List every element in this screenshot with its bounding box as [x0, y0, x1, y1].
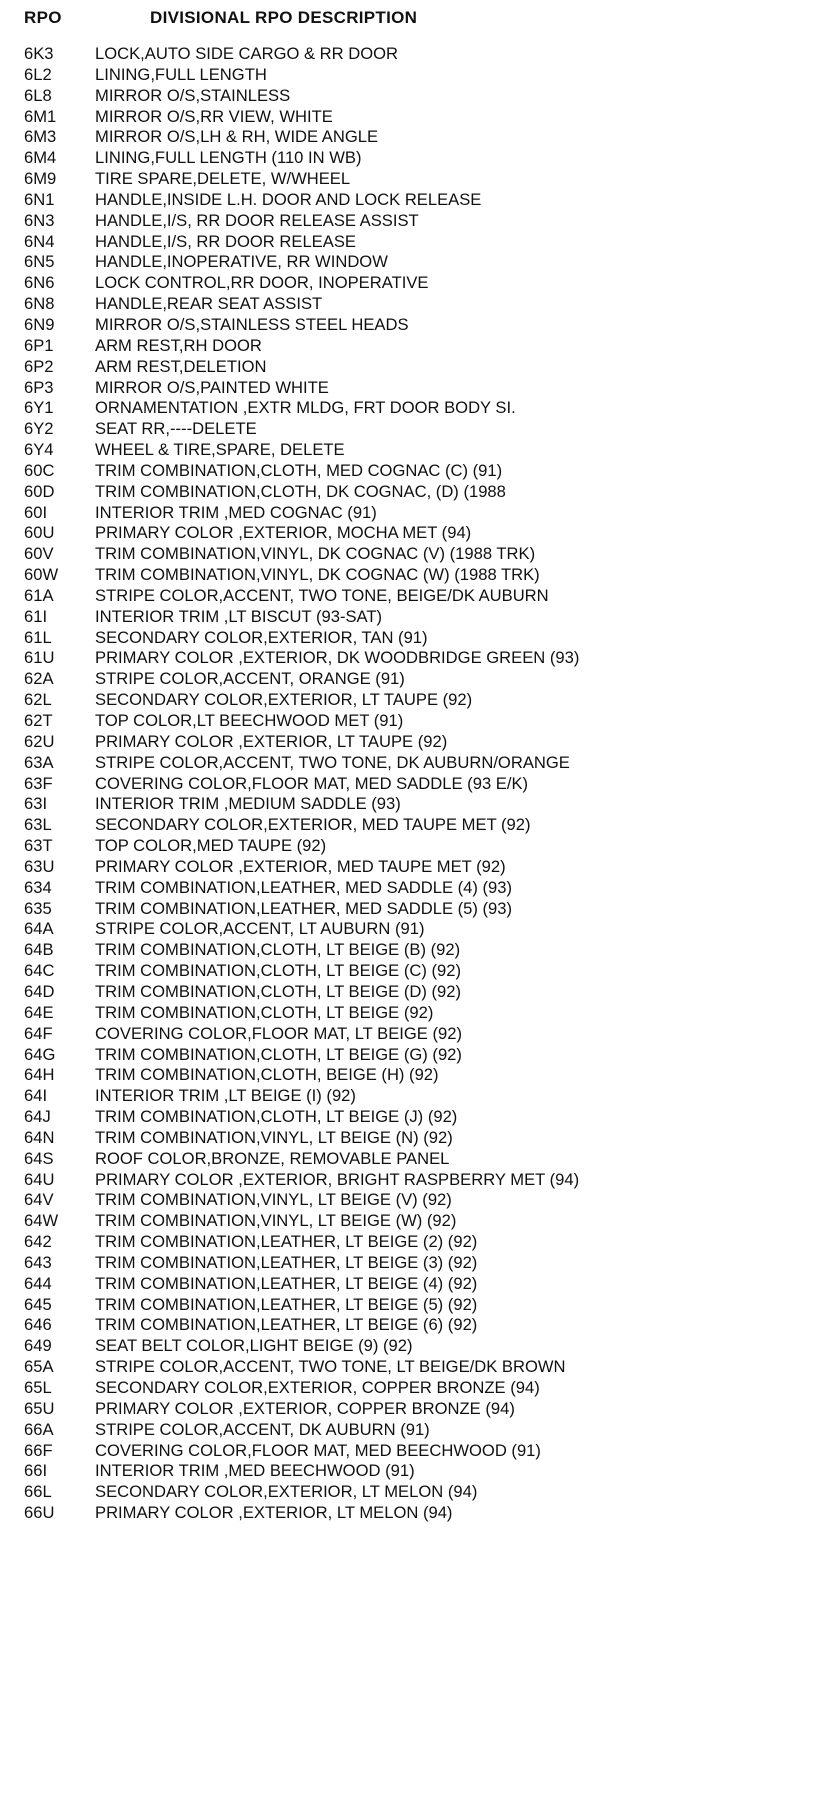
table-row [0, 690, 832, 711]
rpo-description: STRIPE COLOR,ACCENT, TWO TONE, BEIGE/DK AUBURN [95, 585, 549, 605]
rpo-description: TRIM COMBINATION,LEATHER, LT BEIGE (2) (92) [95, 1232, 478, 1252]
rpo-code: 645 [24, 1294, 52, 1314]
table-row [0, 252, 832, 273]
table-row [0, 919, 832, 940]
rpo-description: PRIMARY COLOR ,EXTERIOR, MOCHA MET (94) [95, 523, 472, 543]
rpo-code: 66I [24, 1461, 48, 1481]
table-row [0, 669, 832, 690]
table-row [0, 1378, 832, 1399]
rpo-description: HANDLE,INSIDE L.H. DOOR AND LOCK RELEASE [95, 189, 482, 209]
rpo-code: 63A [24, 752, 54, 772]
rpo-code: 65U [24, 1398, 55, 1418]
table-row [0, 878, 832, 899]
rpo-code: 61U [24, 648, 55, 668]
rpo-description: TRIM COMBINATION,CLOTH, LT BEIGE (C) (92) [95, 961, 462, 981]
rpo-description: TRIM COMBINATION,CLOTH, MED COGNAC (C) (91) [95, 460, 503, 480]
table-row [0, 503, 832, 524]
rpo-code: 65L [24, 1378, 52, 1397]
rpo-code: 64C [24, 961, 55, 981]
rpo-description: LOCK,AUTO SIDE CARGO & RR DOOR [95, 44, 399, 63]
rpo-description: PRIMARY COLOR ,EXTERIOR, MED TAUPE MET (92) [95, 856, 506, 876]
table-row [0, 211, 832, 232]
rpo-description: PRIMARY COLOR ,EXTERIOR, DK WOODBRIDGE GREEN (93) [95, 648, 580, 668]
rpo-code: 6N5 [24, 252, 55, 272]
rpo-description: INTERIOR TRIM ,MED BEECHWOOD (91) [95, 1461, 415, 1481]
table-row [0, 1190, 832, 1211]
rpo-description: TRIM COMBINATION,CLOTH, BEIGE (H) (92) [95, 1065, 439, 1085]
table-row [0, 273, 832, 294]
rpo-description: TRIM COMBINATION,VINYL, DK COGNAC (V) (1988 TRK) [95, 544, 536, 564]
rpo-description: SEAT BELT COLOR,LIGHT BEIGE (9) (92) [95, 1336, 413, 1356]
rpo-code: 62A [24, 669, 54, 689]
rpo-code: 6N8 [24, 294, 55, 314]
table-row [0, 1107, 832, 1128]
rpo-code: 64D [24, 981, 55, 1001]
rpo-description: LINING,FULL LENGTH [95, 64, 267, 84]
rpo-list [0, 44, 832, 1524]
rpo-code: 64E [24, 1002, 54, 1022]
rpo-code: 6K3 [24, 44, 54, 63]
rpo-description: INTERIOR TRIM ,MED COGNAC (91) [95, 502, 377, 522]
table-row [0, 65, 832, 86]
rpo-code: 6P2 [24, 356, 54, 376]
rpo-description: TRIM COMBINATION,LEATHER, MED SADDLE (4) (93) [95, 877, 513, 897]
rpo-code: 6M1 [24, 106, 57, 126]
rpo-code: 642 [24, 1232, 52, 1252]
rpo-code: 64J [24, 1107, 51, 1127]
table-row [0, 899, 832, 920]
rpo-code: 644 [24, 1273, 52, 1293]
rpo-column-header: RPO [24, 8, 62, 27]
rpo-description: TRIM COMBINATION,CLOTH, LT BEIGE (D) (92) [95, 981, 462, 1001]
rpo-description: TRIM COMBINATION,VINYL, DK COGNAC (W) (1988 TRK) [95, 565, 540, 585]
rpo-code: 64W [24, 1211, 59, 1231]
table-row [0, 1295, 832, 1316]
rpo-code: 64N [24, 1127, 55, 1147]
rpo-description: PRIMARY COLOR ,EXTERIOR, BRIGHT RASPBERRY MET (94) [95, 1169, 580, 1189]
rpo-code: 62L [24, 690, 52, 710]
table-row [0, 86, 832, 107]
rpo-description: STRIPE COLOR,ACCENT, TWO TONE, LT BEIGE/DK BROWN [95, 1357, 566, 1377]
table-row [0, 1441, 832, 1462]
rpo-description: LOCK CONTROL,RR DOOR, INOPERATIVE [95, 273, 429, 293]
table-row [0, 1232, 832, 1253]
rpo-code: 64S [24, 1148, 54, 1168]
table-row [0, 1461, 832, 1482]
table-row [0, 586, 832, 607]
table-row [0, 107, 832, 128]
table-row [0, 294, 832, 315]
rpo-code: 64G [24, 1044, 56, 1064]
rpo-description: PRIMARY COLOR ,EXTERIOR, COPPER BRONZE (94) [95, 1398, 515, 1418]
rpo-code: 66A [24, 1419, 54, 1439]
rpo-code: 6P3 [24, 377, 54, 397]
table-row [0, 648, 832, 669]
rpo-code: 6N3 [24, 210, 55, 230]
table-row [0, 1024, 832, 1045]
table-row [0, 982, 832, 1003]
table-row [0, 1357, 832, 1378]
rpo-code: 60D [24, 481, 55, 501]
table-row [0, 169, 832, 190]
rpo-code: 62U [24, 731, 55, 751]
rpo-code: 64H [24, 1065, 55, 1085]
table-row [0, 1149, 832, 1170]
table-row [0, 523, 832, 544]
rpo-code: 646 [24, 1315, 52, 1335]
rpo-description: STRIPE COLOR,ACCENT, ORANGE (91) [95, 669, 405, 689]
rpo-description: MIRROR O/S,RR VIEW, WHITE [95, 106, 333, 126]
rpo-description: TRIM COMBINATION,CLOTH, LT BEIGE (G) (92) [95, 1044, 462, 1064]
rpo-code: 649 [24, 1336, 52, 1356]
table-row [0, 857, 832, 878]
table-row [0, 961, 832, 982]
rpo-description: TOP COLOR,LT BEECHWOOD MET (91) [95, 711, 404, 730]
rpo-code: 635 [24, 898, 52, 918]
rpo-description: PRIMARY COLOR ,EXTERIOR, LT MELON (94) [95, 1503, 453, 1523]
table-row [0, 378, 832, 399]
table-row [0, 753, 832, 774]
table-row [0, 461, 832, 482]
rpo-description: ARM REST,RH DOOR [95, 335, 262, 355]
rpo-description: HANDLE,INOPERATIVE, RR WINDOW [95, 252, 388, 272]
table-row [0, 774, 832, 795]
rpo-code: 6N4 [24, 231, 55, 251]
table-row [0, 815, 832, 836]
rpo-description: MIRROR O/S,STAINLESS STEEL HEADS [95, 314, 409, 334]
rpo-description: INTERIOR TRIM ,LT BISCUT (93-SAT) [95, 606, 383, 626]
rpo-description: HANDLE,I/S, RR DOOR RELEASE [95, 231, 356, 251]
rpo-code: 6N1 [24, 189, 55, 209]
table-row [0, 1253, 832, 1274]
rpo-description: TRIM COMBINATION,CLOTH, LT BEIGE (J) (92) [95, 1107, 458, 1127]
rpo-description: STRIPE COLOR,ACCENT, TWO TONE, DK AUBURN/ORANGE [95, 752, 570, 772]
rpo-code: 6Y4 [24, 440, 54, 460]
rpo-description: TRIM COMBINATION,CLOTH, LT BEIGE (92) [95, 1002, 434, 1022]
rpo-code: 6P1 [24, 335, 54, 355]
table-row [0, 794, 832, 815]
table-row [0, 940, 832, 961]
rpo-code: 6M9 [24, 169, 57, 189]
rpo-description: TRIM COMBINATION,LEATHER, MED SADDLE (5) (93) [95, 898, 513, 918]
rpo-code: 6N6 [24, 273, 55, 293]
rpo-description: COVERING COLOR,FLOOR MAT, MED SADDLE (93 E/K) [95, 773, 529, 793]
rpo-description: TRIM COMBINATION,VINYL, LT BEIGE (N) (92) [95, 1127, 453, 1147]
table-row [0, 732, 832, 753]
rpo-code: 6M3 [24, 127, 57, 147]
table-row [0, 607, 832, 628]
rpo-description: SECONDARY COLOR,EXTERIOR, LT MELON (94) [95, 1482, 478, 1502]
table-row [0, 1211, 832, 1232]
rpo-description: LINING,FULL LENGTH (110 IN WB) [95, 148, 362, 168]
rpo-description: ORNAMENTATION ,EXTR MLDG, FRT DOOR BODY SI. [95, 398, 516, 418]
table-row [0, 628, 832, 649]
rpo-code: 6L8 [24, 85, 52, 105]
table-row [0, 1086, 832, 1107]
table-row [0, 44, 832, 65]
rpo-description: MIRROR O/S,STAINLESS [95, 85, 291, 105]
table-row [0, 836, 832, 857]
rpo-code: 63F [24, 773, 53, 793]
rpo-description: SEAT RR,----DELETE [95, 419, 257, 439]
rpo-description: COVERING COLOR,FLOOR MAT, LT BEIGE (92) [95, 1023, 462, 1043]
rpo-code: 66L [24, 1482, 52, 1502]
rpo-description: SECONDARY COLOR,EXTERIOR, COPPER BRONZE (94) [95, 1378, 540, 1397]
rpo-code: 65A [24, 1357, 54, 1377]
rpo-description: STRIPE COLOR,ACCENT, DK AUBURN (91) [95, 1419, 430, 1439]
rpo-description: HANDLE,REAR SEAT ASSIST [95, 294, 323, 314]
rpo-description: INTERIOR TRIM ,MEDIUM SADDLE (93) [95, 794, 401, 814]
table-row [0, 148, 832, 169]
rpo-code: 60V [24, 544, 54, 564]
table-header [0, 8, 832, 32]
table-row [0, 419, 832, 440]
rpo-code: 643 [24, 1252, 52, 1272]
rpo-code: 64F [24, 1023, 53, 1043]
table-row [0, 127, 832, 148]
rpo-code: 60W [24, 565, 59, 585]
table-row [0, 1420, 832, 1441]
rpo-code: 64U [24, 1169, 55, 1189]
rpo-code: 63L [24, 815, 52, 835]
table-row [0, 440, 832, 461]
table-row [0, 357, 832, 378]
table-row [0, 232, 832, 253]
rpo-code: 6Y1 [24, 398, 54, 418]
table-row [0, 544, 832, 565]
table-row [0, 1274, 832, 1295]
rpo-description: INTERIOR TRIM ,LT BEIGE (I) (92) [95, 1086, 356, 1106]
rpo-description: PRIMARY COLOR ,EXTERIOR, LT TAUPE (92) [95, 731, 448, 751]
description-column-header: DIVISIONAL RPO DESCRIPTION [150, 8, 418, 27]
rpo-code: 61I [24, 606, 48, 626]
rpo-code: 6M4 [24, 148, 57, 168]
table-row [0, 1399, 832, 1420]
rpo-description: SECONDARY COLOR,EXTERIOR, MED TAUPE MET (92) [95, 815, 531, 835]
rpo-description: TRIM COMBINATION,LEATHER, LT BEIGE (5) (92) [95, 1294, 478, 1314]
rpo-description: STRIPE COLOR,ACCENT, LT AUBURN (91) [95, 919, 425, 939]
rpo-code: 60U [24, 523, 55, 543]
rpo-description: COVERING COLOR,FLOOR MAT, MED BEECHWOOD (91) [95, 1440, 541, 1460]
rpo-code: 634 [24, 877, 52, 897]
rpo-description: ARM REST,DELETION [95, 356, 267, 376]
rpo-code: 6N9 [24, 314, 55, 334]
rpo-code: 63T [24, 836, 53, 856]
rpo-code: 66F [24, 1440, 53, 1460]
rpo-description: WHEEL & TIRE,SPARE, DELETE [95, 440, 345, 460]
table-row [0, 1003, 832, 1024]
table-row [0, 1315, 832, 1336]
table-row [0, 315, 832, 336]
table-row [0, 1336, 832, 1357]
table-row [0, 190, 832, 211]
rpo-code: 64A [24, 919, 54, 939]
table-row [0, 711, 832, 732]
rpo-description: MIRROR O/S,PAINTED WHITE [95, 377, 329, 397]
rpo-code: 61A [24, 585, 54, 605]
rpo-description: SECONDARY COLOR,EXTERIOR, LT TAUPE (92) [95, 690, 473, 710]
rpo-description: TRIM COMBINATION,LEATHER, LT BEIGE (4) (92) [95, 1273, 478, 1293]
table-row [0, 482, 832, 503]
rpo-description: TRIM COMBINATION,CLOTH, DK COGNAC, (D) (1988 [95, 481, 506, 501]
rpo-code: 60C [24, 460, 55, 480]
rpo-description: TRIM COMBINATION,VINYL, LT BEIGE (V) (92) [95, 1190, 452, 1210]
rpo-code: 64I [24, 1086, 48, 1106]
rpo-code: 63U [24, 856, 55, 876]
rpo-description: TRIM COMBINATION,CLOTH, LT BEIGE (B) (92) [95, 940, 461, 960]
rpo-description: TRIM COMBINATION,LEATHER, LT BEIGE (6) (92) [95, 1315, 478, 1335]
rpo-code: 64B [24, 940, 54, 960]
rpo-code: 60I [24, 502, 48, 522]
table-row [0, 1482, 832, 1503]
rpo-description: TOP COLOR,MED TAUPE (92) [95, 836, 327, 856]
rpo-description: SECONDARY COLOR,EXTERIOR, TAN (91) [95, 627, 428, 647]
rpo-code: 6L2 [24, 64, 52, 84]
rpo-code: 64V [24, 1190, 54, 1210]
rpo-description: TRIM COMBINATION,VINYL, LT BEIGE (W) (92) [95, 1211, 457, 1231]
rpo-code: 61L [24, 627, 52, 647]
table-row [0, 1045, 832, 1066]
rpo-code: 66U [24, 1503, 55, 1523]
table-row [0, 1503, 832, 1524]
table-row [0, 1170, 832, 1191]
rpo-description: HANDLE,I/S, RR DOOR RELEASE ASSIST [95, 210, 419, 230]
table-row [0, 336, 832, 357]
rpo-code: 63I [24, 794, 48, 814]
table-row [0, 1065, 832, 1086]
table-row [0, 398, 832, 419]
rpo-code: 62T [24, 711, 53, 730]
rpo-description: ROOF COLOR,BRONZE, REMOVABLE PANEL [95, 1148, 450, 1168]
rpo-description: TRIM COMBINATION,LEATHER, LT BEIGE (3) (92) [95, 1252, 478, 1272]
table-row [0, 1128, 832, 1149]
rpo-description: TIRE SPARE,DELETE, W/WHEEL [95, 169, 351, 189]
rpo-code: 6Y2 [24, 419, 54, 439]
rpo-description: MIRROR O/S,LH & RH, WIDE ANGLE [95, 127, 379, 147]
table-row [0, 565, 832, 586]
